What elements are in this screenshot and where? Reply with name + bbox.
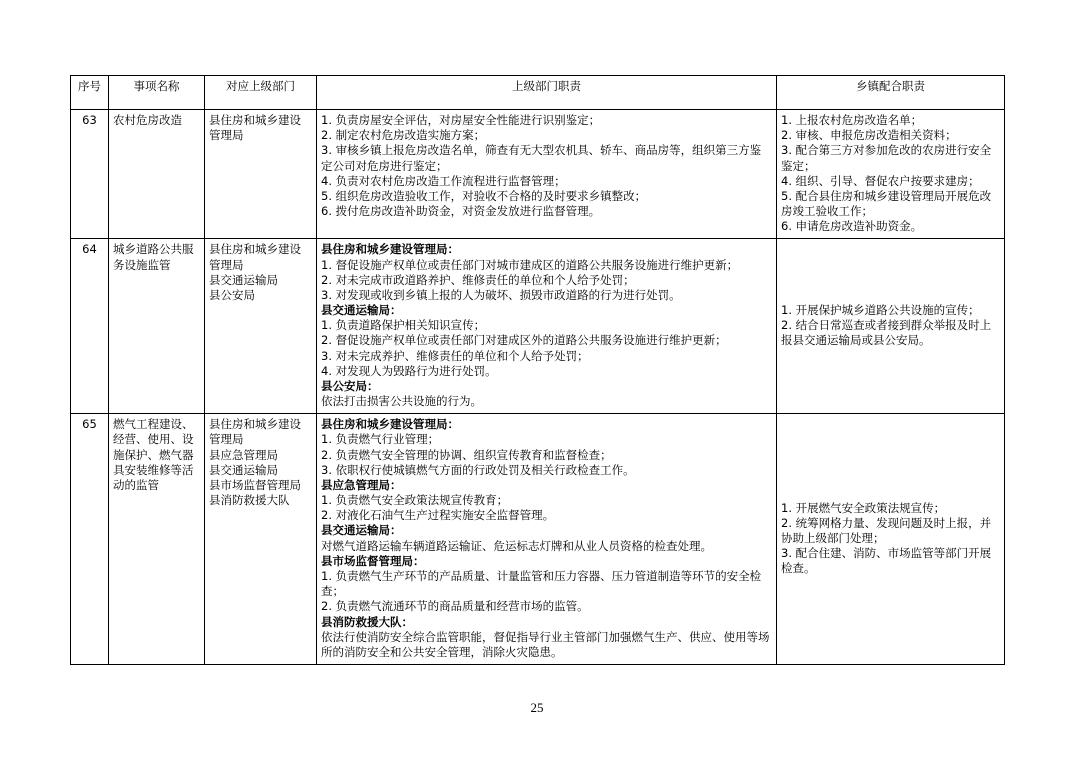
duty-line: 3. 审核乡镇上报危房改造名单，筛查有无大型农机具、轿车、商品房等，组织第三方鉴定公司对危房进行鉴定； — [321, 143, 762, 173]
duty-line: 2. 制定农村危房改造实施方案； — [321, 128, 486, 143]
town-duty-line: 1. 上报农村危房改造名单； — [781, 113, 923, 127]
row-duty — [317, 110, 777, 239]
duty-line: 2. 负责燃气流通环节的商品质量和经营市场的监管。 — [321, 599, 589, 614]
table-header-row — [71, 76, 1005, 110]
table-row — [71, 414, 1005, 665]
duty-line: 2. 督促设施产权单位或责任部门对建成区外的道路公共服务设施进行维护更新； — [321, 333, 727, 348]
duty-line: 3. 对未完成养护、维修责任的单位和个人给予处罚； — [321, 348, 589, 363]
duty-block — [321, 113, 772, 219]
duty-block-title: 县交通运输局： — [321, 303, 402, 318]
town-duty-line: 3. 配合第三方对参加危改的农房进行安全鉴定； — [781, 143, 992, 173]
dept-line: 县市场监督管理局 — [209, 477, 301, 492]
column-header-no: 序号 — [71, 76, 109, 110]
duty-block — [321, 379, 772, 409]
duty-line: 1. 负责燃气安全政策法规宣传教育； — [321, 493, 509, 508]
dept-line: 县消防救援大队 — [209, 493, 290, 508]
duty-line: 3. 对发现或收到乡镇上报的人为破坏、损毁市政道路的行为进行处罚。 — [321, 287, 681, 302]
row-item-name: 燃气工程建设、经营、使用、设施保护、燃气器具安装维修等活动的监管 — [109, 414, 205, 665]
duty-block-title: 县公安局： — [321, 378, 379, 393]
responsibility-table — [70, 75, 1005, 665]
duty-line: 对燃气道路运输车辆道路运输证、危运标志灯牌和从业人员资格的检查处理。 — [321, 538, 712, 553]
row-item-name: 城乡道路公共服务设施监管 — [109, 239, 205, 414]
dept-line: 县交通运输局 — [209, 272, 278, 287]
column-header-town: 乡镇配合职责 — [777, 76, 1005, 110]
dept-line: 县应急管理局 — [209, 447, 278, 462]
duty-line: 3. 依职权行使城镇燃气方面的行政处罚及相关行政检查工作。 — [321, 462, 635, 477]
town-duty-line: 6. 申请危房改造补助资金。 — [781, 219, 923, 234]
row-dept-list — [205, 110, 317, 239]
row-duty — [317, 414, 777, 665]
dept-line: 县交通运输局 — [209, 462, 278, 477]
duty-line: 1. 负责燃气生产环节的产品质量、计量监管和压力容器、压力管道制造等环节的安全检查； — [321, 568, 762, 599]
duty-block — [321, 417, 772, 478]
table-row — [71, 239, 1005, 414]
duty-line: 4. 对发现人为毁路行为进行处罚。 — [321, 363, 497, 378]
town-duty-line: 5. 配合县住房和城乡建设管理局开展危改房竣工验收工作； — [781, 188, 992, 219]
row-number: 64 — [71, 239, 109, 414]
page-number: 25 — [530, 700, 544, 715]
row-item-name: 农村危房改造 — [109, 110, 205, 239]
duty-line: 5. 组织危房改造验收工作，对验收不合格的及时要求乡镇整改； — [321, 188, 647, 203]
column-header-name: 事项名称 — [109, 76, 205, 110]
duty-block — [321, 242, 772, 303]
row-town-duty — [777, 414, 1005, 665]
duty-block-title: 县消防救援大队： — [321, 614, 413, 629]
duty-line: 1. 负责燃气行业管理； — [321, 432, 440, 447]
town-duty-line: 2. 审核、申报危房改造相关资料； — [781, 128, 957, 143]
duty-line: 1. 负责房屋安全评估，对房屋安全性能进行识别鉴定； — [321, 113, 601, 127]
duty-block — [321, 303, 772, 379]
duty-block — [321, 523, 772, 553]
duty-line: 2. 负责燃气安全管理的协调、组织宣传教育和监督检查； — [321, 447, 612, 462]
duty-line: 2. 对未完成市政道路养护、维修责任的单位和个人给予处罚； — [321, 272, 635, 287]
duty-block-title: 县交通运输局： — [321, 523, 402, 538]
table-body — [71, 110, 1005, 665]
duty-block — [321, 478, 772, 524]
dept-line: 县公安局 — [209, 287, 255, 302]
town-duty-line: 1. 开展保护城乡道路公共设施的宣传； — [781, 303, 980, 318]
duty-line: 6. 拨付危房改造补助资金，对资金发放进行监督管理。 — [321, 204, 601, 219]
town-duty-line: 2. 结合日常巡查或者接到群众举报及时上报县交通运输局或县公安局。 — [781, 318, 992, 348]
duty-line: 1. 负责道路保护相关知识宣传； — [321, 318, 486, 333]
town-duty-line: 2. 统筹网格力量、发现问题及时上报，并协助上级部门处理； — [781, 515, 992, 546]
dept-line: 县住房和城乡建设管理局 — [209, 113, 301, 143]
duty-line: 依法打击损害公共设施的行为。 — [321, 394, 482, 409]
table-header — [71, 76, 1005, 110]
duty-block-title: 县应急管理局： — [321, 477, 402, 492]
column-header-dept: 对应上级部门 — [205, 76, 317, 110]
town-duty-line: 4. 组织、引导、督促农户按要求建房； — [781, 173, 980, 188]
column-header-duty: 上级部门职责 — [317, 76, 777, 110]
dept-line: 县住房和城乡建设管理局 — [209, 242, 301, 272]
row-dept-list — [205, 239, 317, 414]
table-row — [71, 110, 1005, 239]
duty-line: 2. 对液化石油气生产过程实施安全监督管理。 — [321, 508, 555, 523]
duty-block — [321, 554, 772, 615]
town-duty-line: 1. 开展燃气安全政策法规宣传； — [781, 500, 946, 515]
duty-block-title: 县住房和城乡建设管理局： — [321, 242, 459, 257]
duty-block-title: 县市场监督管理局： — [321, 553, 425, 568]
dept-line: 县住房和城乡建设管理局 — [209, 417, 301, 447]
town-duty-line: 3. 配合住建、消防、市场监管等部门开展检查。 — [781, 546, 992, 576]
row-number: 63 — [71, 110, 109, 239]
row-town-duty — [777, 239, 1005, 414]
duty-line: 4. 负责对农村危房改造工作流程进行监督管理； — [321, 173, 566, 188]
duty-block-title: 县住房和城乡建设管理局： — [321, 417, 459, 432]
row-town-duty — [777, 110, 1005, 239]
row-dept-list — [205, 414, 317, 665]
row-duty — [317, 239, 777, 414]
row-number: 65 — [71, 414, 109, 665]
duty-line: 依法行使消防安全综合监管职能，督促指导行业主管部门加强燃气生产、供应、使用等场所的消防安全和公共安全管理，消除火灾隐患。 — [321, 629, 770, 659]
duty-line: 1. 督促设施产权单位或责任部门对城市建成区的道路公共服务设施进行维护更新； — [321, 257, 739, 272]
duty-block — [321, 615, 772, 661]
